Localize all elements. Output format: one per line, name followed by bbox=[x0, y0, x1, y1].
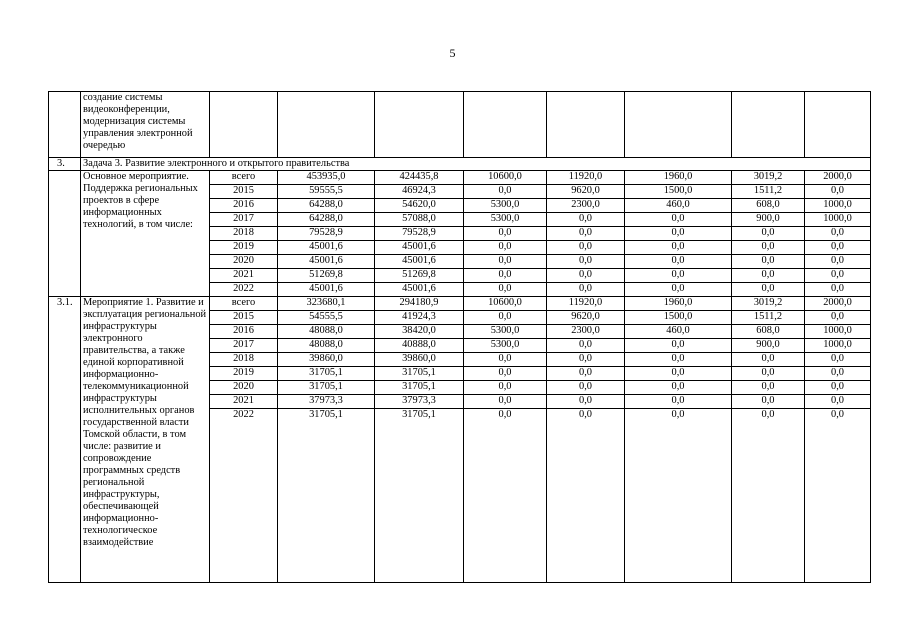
value-cell: 3019,2 bbox=[732, 171, 805, 185]
year-cell: 2017 bbox=[210, 213, 278, 227]
value-cell: 0,0 bbox=[547, 339, 625, 353]
value-cell: 0,0 bbox=[547, 241, 625, 255]
year-cell: 2018 bbox=[210, 227, 278, 241]
value-cell: 10600,0 bbox=[464, 297, 547, 311]
value-cell: 79528,9 bbox=[375, 227, 464, 241]
value-cell: 0,0 bbox=[732, 241, 805, 255]
value-cell: 37973,3 bbox=[375, 395, 464, 409]
value-cell: 11920,0 bbox=[547, 171, 625, 185]
value-cell: 0,0 bbox=[732, 269, 805, 283]
year-cell: 2021 bbox=[210, 269, 278, 283]
value-cell: 0,0 bbox=[547, 353, 625, 367]
value-cell: 5300,0 bbox=[464, 199, 547, 213]
value-cell: 900,0 bbox=[732, 339, 805, 353]
year-cell: 2019 bbox=[210, 367, 278, 381]
value-cell: 0,0 bbox=[732, 255, 805, 269]
value-cell: 0,0 bbox=[464, 255, 547, 269]
value-cell: 45001,6 bbox=[375, 255, 464, 269]
value-cell: 0,0 bbox=[805, 367, 871, 381]
year-cell: всего bbox=[210, 297, 278, 311]
value-cell: 45001,6 bbox=[278, 241, 375, 255]
task3-index: 3. bbox=[49, 158, 81, 171]
value-cell: 45001,6 bbox=[375, 283, 464, 297]
value-cell: 39860,0 bbox=[278, 353, 375, 367]
value-cell: 0,0 bbox=[547, 395, 625, 409]
value-cell: 0,0 bbox=[464, 283, 547, 297]
value-cell: 46924,3 bbox=[375, 185, 464, 199]
value-cell: 0,0 bbox=[464, 311, 547, 325]
value-cell: 0,0 bbox=[625, 255, 732, 269]
value-cell: 48088,0 bbox=[278, 339, 375, 353]
value-cell: 5300,0 bbox=[464, 325, 547, 339]
value-cell: 1511,2 bbox=[732, 311, 805, 325]
value-cell: 0,0 bbox=[547, 269, 625, 283]
value-cell: 37973,3 bbox=[278, 395, 375, 409]
intro-row bbox=[49, 92, 871, 158]
main-event-name: Основное мероприятие. Поддержка региональных проектов в сфере информационных технологий, в том числе: bbox=[81, 171, 210, 297]
value-cell: 294180,9 bbox=[375, 297, 464, 311]
value-cell: 0,0 bbox=[805, 381, 871, 395]
year-cell: 2015 bbox=[210, 185, 278, 199]
value-cell: 31705,1 bbox=[278, 381, 375, 395]
value-cell: 41924,3 bbox=[375, 311, 464, 325]
value-cell: 0,0 bbox=[625, 269, 732, 283]
value-cell: 51269,8 bbox=[278, 269, 375, 283]
value-cell: 31705,1 bbox=[375, 381, 464, 395]
value-cell: 0,0 bbox=[625, 283, 732, 297]
event-3-1-row bbox=[49, 297, 871, 311]
value-cell: 64288,0 bbox=[278, 199, 375, 213]
value-cell: 5300,0 bbox=[464, 339, 547, 353]
value-cell: 0,0 bbox=[547, 213, 625, 227]
value-cell: 1960,0 bbox=[625, 171, 732, 185]
value-cell: 460,0 bbox=[625, 325, 732, 339]
value-cell: 0,0 bbox=[547, 409, 625, 583]
year-cell: 2016 bbox=[210, 325, 278, 339]
value-cell: 0,0 bbox=[464, 353, 547, 367]
value-cell: 39860,0 bbox=[375, 353, 464, 367]
value-cell: 31705,1 bbox=[375, 367, 464, 381]
value-cell: 2300,0 bbox=[547, 325, 625, 339]
budget-table bbox=[48, 91, 871, 583]
main-event-index bbox=[49, 171, 81, 297]
value-cell: 0,0 bbox=[805, 409, 871, 583]
value-cell: 0,0 bbox=[625, 227, 732, 241]
value-cell: 453935,0 bbox=[278, 171, 375, 185]
value-cell: 1500,0 bbox=[625, 311, 732, 325]
value-cell: 40888,0 bbox=[375, 339, 464, 353]
value-cell: 11920,0 bbox=[547, 297, 625, 311]
year-cell: 2020 bbox=[210, 381, 278, 395]
value-cell: 0,0 bbox=[732, 381, 805, 395]
value-cell: 0,0 bbox=[625, 381, 732, 395]
value-cell: 0,0 bbox=[805, 269, 871, 283]
value-cell: 0,0 bbox=[464, 269, 547, 283]
intro-text: создание системы видеоконференции, модернизация системы управления электронной очередью bbox=[81, 92, 210, 158]
value-cell: 0,0 bbox=[547, 255, 625, 269]
value-cell: 64288,0 bbox=[278, 213, 375, 227]
value-cell: 54620,0 bbox=[375, 199, 464, 213]
year-cell: 2016 bbox=[210, 199, 278, 213]
value-cell: 0,0 bbox=[805, 241, 871, 255]
value-cell: 31705,1 bbox=[375, 409, 464, 583]
value-cell: 0,0 bbox=[805, 255, 871, 269]
value-cell: 45001,6 bbox=[278, 283, 375, 297]
year-cell: 2022 bbox=[210, 409, 278, 583]
value-cell: 0,0 bbox=[805, 185, 871, 199]
task3-row bbox=[49, 158, 871, 171]
value-cell: 0,0 bbox=[732, 283, 805, 297]
value-cell: 0,0 bbox=[625, 339, 732, 353]
value-cell: 9620,0 bbox=[547, 311, 625, 325]
value-cell: 0,0 bbox=[805, 283, 871, 297]
value-cell: 0,0 bbox=[464, 395, 547, 409]
value-cell: 54555,5 bbox=[278, 311, 375, 325]
value-cell: 0,0 bbox=[625, 241, 732, 255]
value-cell: 0,0 bbox=[732, 353, 805, 367]
value-cell: 1960,0 bbox=[625, 297, 732, 311]
year-cell: 2018 bbox=[210, 353, 278, 367]
value-cell: 0,0 bbox=[625, 409, 732, 583]
value-cell: 1000,0 bbox=[805, 325, 871, 339]
value-cell: 48088,0 bbox=[278, 325, 375, 339]
year-cell: 2015 bbox=[210, 311, 278, 325]
value-cell: 9620,0 bbox=[547, 185, 625, 199]
value-cell: 0,0 bbox=[547, 283, 625, 297]
value-cell: 1000,0 bbox=[805, 199, 871, 213]
value-cell: 0,0 bbox=[625, 367, 732, 381]
value-cell: 79528,9 bbox=[278, 227, 375, 241]
value-cell: 0,0 bbox=[805, 311, 871, 325]
value-cell: 2000,0 bbox=[805, 297, 871, 311]
value-cell: 0,0 bbox=[625, 395, 732, 409]
year-cell: 2021 bbox=[210, 395, 278, 409]
value-cell: 0,0 bbox=[464, 381, 547, 395]
value-cell: 323680,1 bbox=[278, 297, 375, 311]
value-cell: 2000,0 bbox=[805, 171, 871, 185]
value-cell: 0,0 bbox=[464, 227, 547, 241]
year-cell: 2017 bbox=[210, 339, 278, 353]
value-cell: 5300,0 bbox=[464, 213, 547, 227]
value-cell: 0,0 bbox=[464, 185, 547, 199]
value-cell: 1511,2 bbox=[732, 185, 805, 199]
value-cell: 31705,1 bbox=[278, 409, 375, 583]
value-cell: 3019,2 bbox=[732, 297, 805, 311]
value-cell: 0,0 bbox=[732, 367, 805, 381]
value-cell: 0,0 bbox=[464, 367, 547, 381]
value-cell: 1500,0 bbox=[625, 185, 732, 199]
value-cell: 608,0 bbox=[732, 325, 805, 339]
value-cell: 0,0 bbox=[625, 353, 732, 367]
value-cell: 0,0 bbox=[732, 395, 805, 409]
value-cell: 45001,6 bbox=[375, 241, 464, 255]
value-cell: 0,0 bbox=[732, 227, 805, 241]
value-cell: 900,0 bbox=[732, 213, 805, 227]
year-cell: 2020 bbox=[210, 255, 278, 269]
value-cell: 31705,1 bbox=[278, 367, 375, 381]
value-cell: 57088,0 bbox=[375, 213, 464, 227]
intro-index bbox=[49, 92, 81, 158]
value-cell: 45001,6 bbox=[278, 255, 375, 269]
event-3-1-name: Мероприятие 1. Развитие и эксплуатация региональной инфраструктуры электронного правительства, а также единой корпоративной информационно-телекоммуникационной инфраструктуры исполнительных органов государственной власти Томской области, в том числе: развитие и сопровождение программных средств региональной инфраструктуры, обеспечивающей информационно-технологическое взаимодействие bbox=[81, 297, 210, 583]
value-cell: 0,0 bbox=[547, 227, 625, 241]
value-cell: 1000,0 bbox=[805, 339, 871, 353]
value-cell: 0,0 bbox=[547, 381, 625, 395]
value-cell: 0,0 bbox=[547, 367, 625, 381]
value-cell: 424435,8 bbox=[375, 171, 464, 185]
value-cell: 10600,0 bbox=[464, 171, 547, 185]
value-cell: 0,0 bbox=[805, 353, 871, 367]
year-cell: 2019 bbox=[210, 241, 278, 255]
value-cell: 0,0 bbox=[805, 395, 871, 409]
value-cell: 38420,0 bbox=[375, 325, 464, 339]
value-cell: 0,0 bbox=[464, 241, 547, 255]
value-cell: 0,0 bbox=[625, 213, 732, 227]
page-number: 5 bbox=[449, 46, 456, 60]
event-3-1-index: 3.1. bbox=[49, 297, 81, 583]
task3-title: Задача 3. Развитие электронного и открытого правительства bbox=[81, 158, 871, 171]
value-cell: 0,0 bbox=[732, 409, 805, 583]
value-cell: 2300,0 bbox=[547, 199, 625, 213]
value-cell: 608,0 bbox=[732, 199, 805, 213]
year-cell: 2022 bbox=[210, 283, 278, 297]
year-cell: всего bbox=[210, 171, 278, 185]
value-cell: 1000,0 bbox=[805, 213, 871, 227]
value-cell: 0,0 bbox=[464, 409, 547, 583]
value-cell: 0,0 bbox=[805, 227, 871, 241]
value-cell: 59555,5 bbox=[278, 185, 375, 199]
value-cell: 460,0 bbox=[625, 199, 732, 213]
main-event-row bbox=[49, 171, 871, 185]
value-cell: 51269,8 bbox=[375, 269, 464, 283]
